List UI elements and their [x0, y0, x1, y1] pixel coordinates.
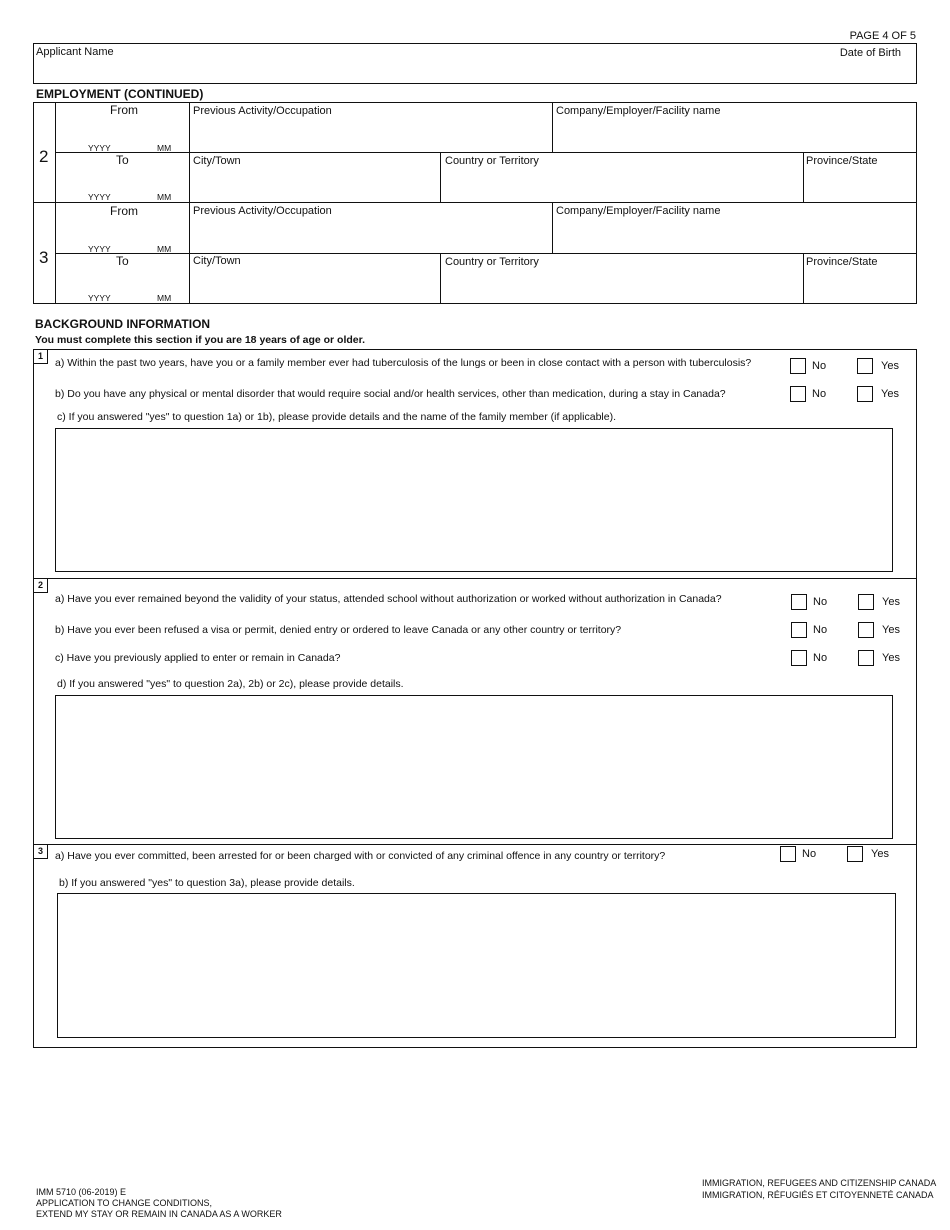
yes-label: Yes	[871, 848, 889, 860]
divider	[33, 844, 917, 845]
date-of-birth-field[interactable]	[740, 60, 910, 80]
city-label: City/Town	[193, 155, 241, 167]
form-title-line-1: APPLICATION TO CHANGE CONDITIONS,	[36, 1198, 213, 1208]
question-3a-text: a) Have you ever committed, been arrested for or been charged with or convicted of any criminal offence in any country or territory?	[55, 850, 666, 862]
to-label: To	[116, 254, 129, 268]
company-label: Company/Employer/Facility name	[556, 205, 721, 217]
question-2a-text: a) Have you ever remained beyond the validity of your status, attended school without authorization or worked without authorization in Canada?	[55, 593, 722, 605]
department-name-fr: IMMIGRATION, RÉFUGIÉS ET CITOYENNETÉ CANADA	[702, 1190, 934, 1200]
q3-details-textarea[interactable]	[57, 893, 896, 1038]
q2a-yes-checkbox[interactable]	[858, 594, 874, 610]
question-3b-text: b) If you answered "yes" to question 3a), please provide details.	[59, 877, 355, 889]
previous-activity-field[interactable]	[192, 221, 549, 251]
question-1a-text: a) Within the past two years, have you or a family member ever had tuberculosis of the lungs or been in close contact with a person with tuberculosis?	[55, 357, 752, 369]
divider	[803, 253, 804, 304]
province-label: Province/State	[806, 256, 878, 268]
divider	[33, 578, 917, 579]
no-label: No	[813, 596, 828, 608]
employment-section-title: EMPLOYMENT (CONTINUED)	[36, 87, 204, 101]
divider	[552, 102, 553, 152]
question-1-number: 1	[33, 349, 48, 364]
divider	[55, 253, 917, 254]
background-subtitle: You must complete this section if you are 18 years of age or older.	[35, 334, 366, 346]
country-field[interactable]	[443, 271, 800, 301]
yes-label: Yes	[881, 388, 899, 400]
divider	[55, 102, 56, 304]
question-1b-text: b) Do you have any physical or mental disorder that would require social and/or health services, other than medication, during a stay in Canada?	[55, 388, 726, 400]
province-label: Province/State	[806, 155, 878, 167]
question-2c-text: c) Have you previously applied to enter or remain in Canada?	[55, 652, 341, 664]
country-field[interactable]	[443, 170, 800, 200]
q1b-no-checkbox[interactable]	[790, 386, 806, 402]
q2c-yes-checkbox[interactable]	[858, 650, 874, 666]
from-label: From	[110, 204, 138, 218]
q2b-no-checkbox[interactable]	[791, 622, 807, 638]
company-label: Company/Employer/Facility name	[556, 105, 721, 117]
divider	[440, 253, 441, 304]
mm-label: MM	[157, 244, 172, 254]
yyyy-label: YYYY	[88, 244, 111, 254]
city-field[interactable]	[192, 170, 437, 200]
employment-row-number: 2	[39, 147, 49, 166]
previous-activity-label: Previous Activity/Occupation	[193, 105, 332, 117]
yes-label: Yes	[882, 596, 900, 608]
question-2-number: 2	[33, 578, 48, 593]
q2a-no-checkbox[interactable]	[791, 594, 807, 610]
question-3-number: 3	[33, 844, 48, 859]
applicant-name-field[interactable]	[120, 46, 720, 80]
to-date-field[interactable]	[60, 269, 185, 293]
yyyy-label: YYYY	[88, 192, 111, 202]
question-1c-text: c) If you answered "yes" to question 1a) or 1b), please provide details and the name of the family member (if applicable).	[57, 411, 616, 423]
no-label: No	[813, 624, 828, 636]
page-number: PAGE 4 OF 5	[849, 30, 916, 42]
no-label: No	[812, 388, 827, 400]
q1a-no-checkbox[interactable]	[790, 358, 806, 374]
previous-activity-field[interactable]	[192, 120, 549, 150]
form-title-line-2: EXTEND MY STAY OR REMAIN IN CANADA AS A WORKER	[36, 1209, 282, 1219]
q1-details-textarea[interactable]	[55, 428, 893, 572]
yes-label: Yes	[881, 360, 899, 372]
company-field[interactable]	[555, 120, 913, 150]
province-field[interactable]	[806, 170, 914, 200]
yes-label: Yes	[882, 652, 900, 664]
divider	[189, 102, 190, 304]
divider	[55, 152, 917, 153]
divider	[803, 152, 804, 202]
q3a-no-checkbox[interactable]	[780, 846, 796, 862]
no-label: No	[812, 360, 827, 372]
divider	[440, 152, 441, 202]
date-of-birth-label: Date of Birth	[839, 47, 901, 59]
yyyy-label: YYYY	[88, 293, 111, 303]
country-label: Country or Territory	[445, 256, 539, 268]
mm-label: MM	[157, 293, 172, 303]
question-2b-text: b) Have you ever been refused a visa or permit, denied entry or ordered to leave Canada or any other country or territory?	[55, 624, 622, 636]
no-label: No	[802, 848, 817, 860]
divider	[552, 202, 553, 253]
background-section-title: BACKGROUND INFORMATION	[35, 317, 211, 331]
question-2d-text: d) If you answered "yes" to question 2a), 2b) or 2c), please provide details.	[57, 678, 404, 690]
province-field[interactable]	[806, 271, 914, 301]
form-code: IMM 5710 (06-2019) E	[36, 1187, 127, 1197]
to-label: To	[116, 153, 129, 167]
q1b-yes-checkbox[interactable]	[857, 386, 873, 402]
yes-label: Yes	[882, 624, 900, 636]
yyyy-label: YYYY	[88, 143, 111, 153]
previous-activity-label: Previous Activity/Occupation	[193, 205, 332, 217]
mm-label: MM	[157, 143, 172, 153]
city-label: City/Town	[193, 255, 241, 267]
q2b-yes-checkbox[interactable]	[858, 622, 874, 638]
q1a-yes-checkbox[interactable]	[857, 358, 873, 374]
divider	[33, 202, 917, 203]
country-label: Country or Territory	[445, 155, 539, 167]
city-field[interactable]	[192, 271, 437, 301]
department-name-en: IMMIGRATION, REFUGEES AND CITIZENSHIP CANADA	[702, 1178, 937, 1188]
employment-row-number: 3	[39, 248, 49, 267]
no-label: No	[813, 652, 828, 664]
q3a-yes-checkbox[interactable]	[847, 846, 863, 862]
from-label: From	[110, 103, 138, 117]
q2c-no-checkbox[interactable]	[791, 650, 807, 666]
q2-details-textarea[interactable]	[55, 695, 893, 839]
to-date-field[interactable]	[60, 168, 185, 192]
applicant-name-label: Applicant Name	[36, 46, 114, 58]
from-date-field[interactable]	[60, 219, 185, 243]
mm-label: MM	[157, 192, 172, 202]
company-field[interactable]	[555, 221, 913, 251]
from-date-field[interactable]	[60, 118, 185, 142]
